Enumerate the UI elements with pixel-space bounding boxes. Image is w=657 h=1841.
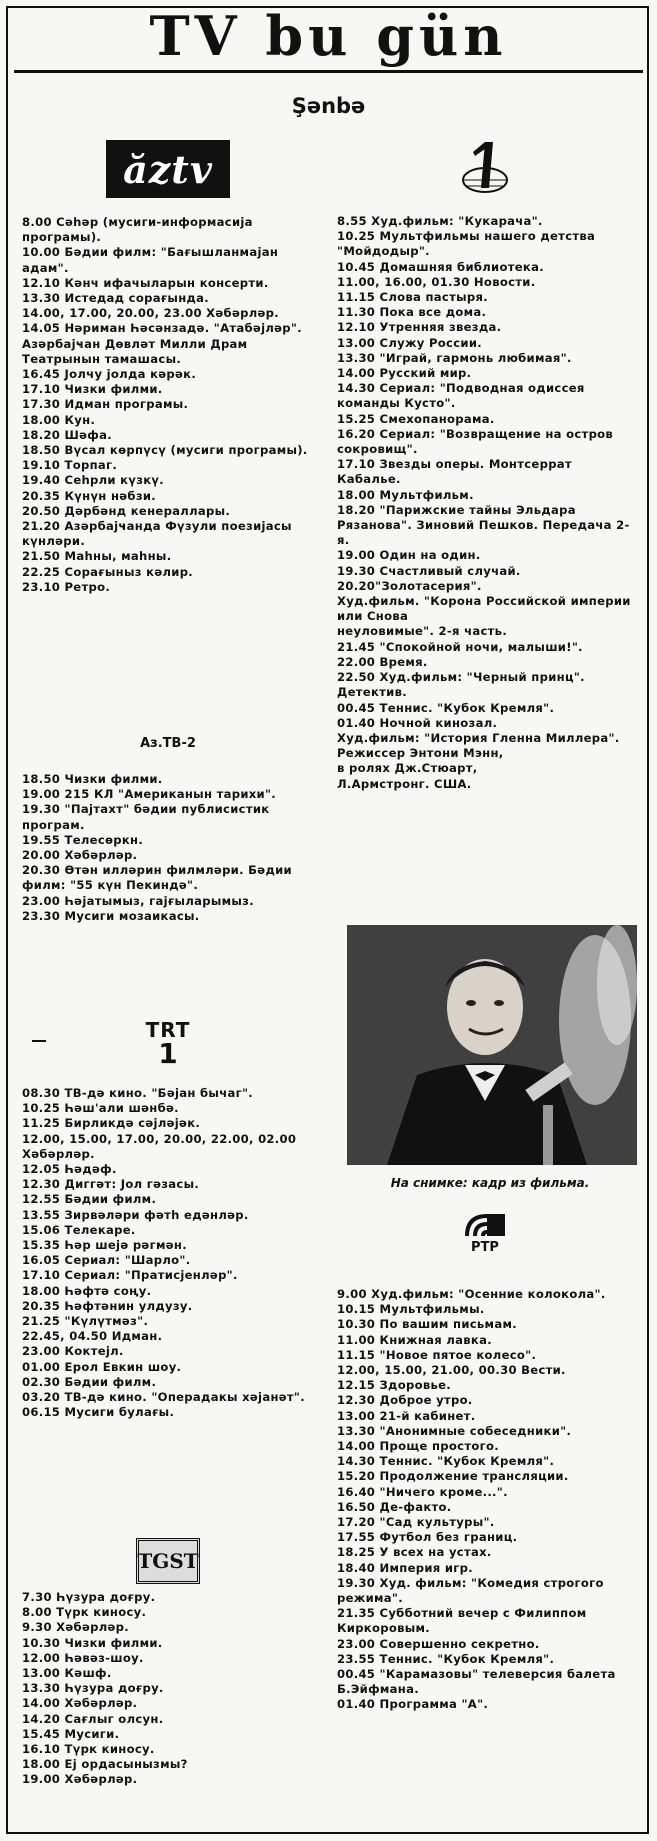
rtr-logo — [337, 1212, 633, 1255]
channel-one-icon — [455, 136, 515, 200]
tgst-schedule: 7.30 Һүзура доғру. 8.00 Түрк киносу. 9.30 Хәбәрләр. 10.30 Чизки филми. 12.00 Һәвәз-шоу. 13.00 Кәшф. 13.30 Һүзура доғру. 14.00 Хәбәрләр. 14.20 Сағлыг олсун. 15.45 Мусиги. 16.10 Түрк киносу. 18.00 Еј ордасынызмы? 19.00 Хәбәрләр. — [22, 1590, 188, 1787]
rtr-schedule: 9.00 Худ.фильм: "Осенние колокола". 10.15 Мультфильмы. 10.30 По вашим письмам. 11.00 Книжная лавка. 11.15 "Новое пятое колесо". 12.00, 15.00, 21.00, 00.30 Вести. 12.15 Здоровье. 12.30 Доброе утро. 13.00 21-й кабинет. 13.30 "Анонимные собеседники". 14.00 Проще простого. 14.30 Теннис. "Кубок Кремля". 15.20 Продолжение трансляции. 16.40 "Ничего кроме...". 16.50 Де-факто. 17.20 "Сад культуры". 17.55 Футбол без границ. 18.25 У всех на устах. 18.40 Империя игр. 19.30 Худ. фильм: "Комедия строгого режима". 21.35 Субботний вечер с Филиппом Киркоровым. 23.00 Совершенно секретно. 23.55 Теннис. "Кубок Кремля". 00.45 "Карамазовы" телеверсия балета Б.Эйфмана. 01.40 Программа "А". — [337, 1287, 616, 1712]
aztv-schedule: 8.00 Сәһәр (мусиги-информасија програмы). 10.00 Бәдии филм: "Бағышланмајан адам". 12.10 Кәнч ифачыларын консерти. 13.30 Истедад сорағында. 14.00, 17.00, 20.00, 23.00 Хәбәрләр. 14.05 Нәриман Һәсәнзадә. "Атабәјләр". Азәрбајҹан Дөвләт Милли Драм Театрынын тамашасы. 16.45 Јолчу јолда кәрәк. 17.10 Чизки филми. 17.30 Идман програмы. 18.00 Кун. 18.20 Шәфа. 18.50 Вүсал көрпүсү (мусиги програмы). 19.10 Торпаг. 19.40 Сеһрли күзкү. 20.35 Күнүн нәбзи. 20.50 Дәрбәнд кенераллары. 21.20 Азәрбајҹанда Фүзули поезијасы күнләри. 21.50 Маһны, маһны. 22.25 Сорағыныз кәлир. 23.10 Ретро. — [22, 215, 308, 594]
aztv2-schedule: 18.50 Чизки филми. 19.00 215 КЛ "Американын тарихи". 19.30 "Пајтахт" бәдии публисистик програм. 19.55 Телесөркн. 20.00 Хәбәрләр. 20.30 Өтән илләрин филмләри. Бәдии филм: "55 күн Пекиндә". 23.00 Һәјатымыз, гајғыларымыз. 23.30 Мусиги мозаикасы. — [22, 772, 292, 923]
aztv-logo — [22, 140, 314, 198]
aztv-section — [22, 140, 314, 198]
trt-logo — [22, 1020, 314, 1068]
rtr-logo-text: РТР — [471, 1240, 499, 1255]
trt-logo-text: TRT — [145, 1018, 191, 1042]
masthead-rule — [14, 70, 643, 73]
trt-schedule: 08.30 ТВ-дә кино. "Бәјан бычаг". 10.25 Һәш'али шәнбә. 11.25 Бирликдә сәјләјәк. 12.00, 15.00, 17.00, 20.00, 22.00, 02.00 Хәбәрләр. 12.05 Һәдәф. 12.30 Диггәт: Јол гәзасы. 12.55 Бәдии филм. 13.55 Зирвәләри фәтһ едәнләр. 15.06 Телекаре. 15.35 Һәр шејә рәгмән. 16.05 Сериал: "Шарло". 17.10 Сериал: "Пратисјенләр". 18.00 Һәфтә соңу. 20.35 Һәфтәнин улдузу. 21.25 "Күлүтмәз". 22.45, 04.50 Идман. 23.00 Коктејл. 01.00 Ерол Евкин шоу. 02.30 Бәдии филм. 03.20 ТВ-дә кино. "Операдакы хәјанәт". 06.15 Мусиги булағы. — [22, 1086, 305, 1420]
trt-logo-dash — [32, 1040, 46, 1042]
tgst-logo — [22, 1538, 314, 1584]
photo-caption: На снимке: кадр из фильма. — [390, 1176, 590, 1190]
actor-portrait-image — [347, 925, 637, 1165]
ort-schedule: 8.55 Худ.фильм: "Кукарача". 10.25 Мультфильмы нашего детства "Мойдодыр". 10.45 Домашняя библиотека. 11.00, 16.00, 01.30 Новости. 11.15 Слова пастыря. 11.30 Пока все дома. 12.10 Утренняя звезда. 13.00 Служу России. 13.30 "Играй, гармонь любимая". 14.00 Русский мир. 14.30 Сериал: "Подводная одиссея команды Кусто". 15.25 Смехопанорама. 16.20 Сериал: "Возвращение на остров сокровищ". 17.10 Звезды оперы. Монтсеррат Кабалье. 18.00 Мультфильм. 18.20 "Парижские тайны Эльдара Рязанова". Зиновий Пешков. Передача 2-я. 19.00 Один на один. 19.30 Счастливый случай. 20.20"Золотасерия". Худ.фильм. "Корона Российской империи или Снова неуловимые". 2-я часть. 21.45 "Спокойной ночи, малыши!". 22.00 Время. 22.50 Худ.фильм: "Черный принц". Детектив. 00.45 Теннис. "Кубок Кремля". 01.40 Ночной кинозал. Худ.фильм: "История Гленна Миллера". Режиссер Энтони Мэнн, в ролях Дж.Стюарт, Л.Армстронг. США. — [337, 214, 631, 791]
film-still-photo — [347, 925, 637, 1165]
ort-logo — [337, 136, 633, 200]
masthead-title: TV bu gün — [149, 4, 508, 68]
aztv-logo-text: ăztv — [106, 140, 230, 198]
trt-logo-number: 1 — [158, 1037, 178, 1070]
aztv2-title: Аз.ТВ-2 — [140, 736, 196, 751]
day-heading: Şənbə — [291, 94, 366, 118]
rtr-waves-icon — [463, 1212, 507, 1238]
tgst-logo-text: TGST — [136, 1538, 200, 1584]
